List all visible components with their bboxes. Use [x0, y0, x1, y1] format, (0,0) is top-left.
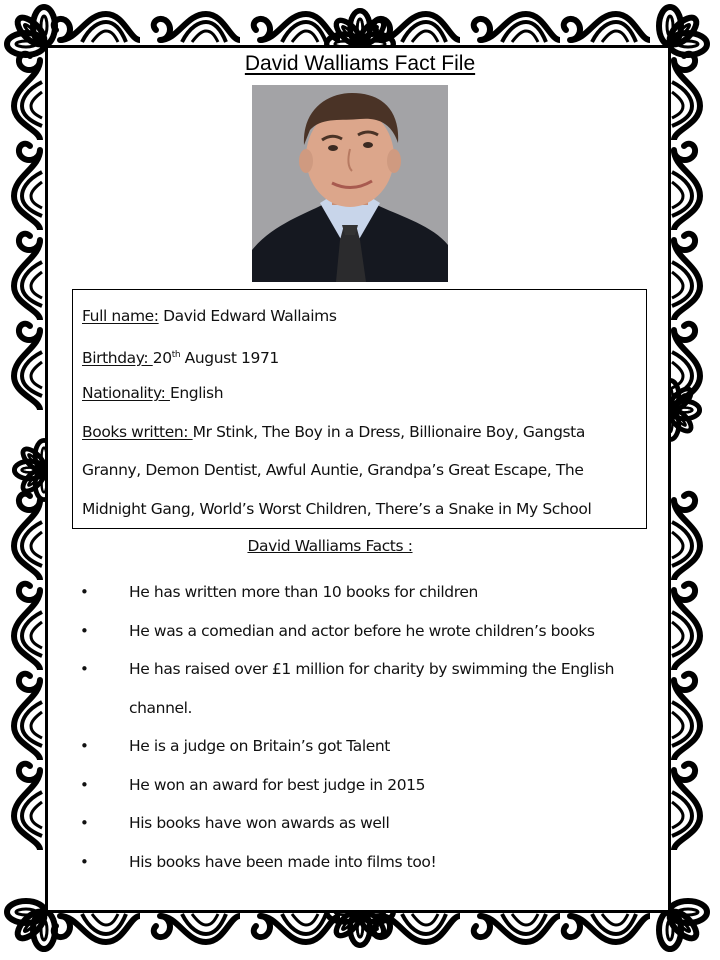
- fact-item: [80, 848, 640, 887]
- fact-text: He was a comedian and actor before he wrote children’s books: [129, 621, 595, 640]
- books-label: Books written:: [82, 422, 193, 441]
- books-row: [82, 420, 638, 459]
- books-line-3: Midnight Gang, World’s Worst Children, There’s a Snake in My School: [82, 499, 592, 518]
- books-line-2: Granny, Demon Dentist, Awful Auntie, Grandpa’s Great Escape, The: [82, 461, 584, 479]
- birthday-rest: August 1971: [180, 348, 279, 367]
- facts-list: [80, 578, 640, 886]
- fact-item: [80, 578, 640, 617]
- bullet-icon: •: [80, 660, 89, 678]
- nationality-value: English: [169, 384, 224, 402]
- info-box: [72, 289, 647, 529]
- facts-heading-text: David Walliams Facts :: [247, 537, 413, 555]
- birthday-row: [82, 343, 638, 382]
- fact-item: [80, 617, 640, 656]
- fact-item: [80, 771, 640, 810]
- full-name-row: [82, 304, 638, 343]
- bullet-icon: •: [80, 621, 89, 640]
- bullet-icon: •: [80, 583, 89, 601]
- birthday-day: 20: [152, 348, 172, 367]
- facts-heading: [0, 537, 660, 555]
- fact-item: [80, 809, 640, 848]
- fact-item: [80, 655, 640, 694]
- nationality-label: Nationality:: [82, 384, 170, 402]
- portrait-photo: [252, 85, 448, 282]
- fact-item: [80, 732, 640, 771]
- fact-text: He has raised over £1 million for charity by swimming the English: [129, 660, 615, 678]
- fact-text: He has written more than 10 books for children: [129, 583, 478, 601]
- birthday-label: Birthday:: [82, 348, 153, 367]
- bullet-icon: •: [80, 737, 89, 755]
- full-name-value: David Edward Wallaims: [158, 307, 337, 325]
- birthday-ordinal: th: [171, 349, 181, 360]
- fact-text: His books have been made into films too!: [129, 852, 437, 871]
- bullet-icon: •: [80, 814, 89, 832]
- books-line-1: Mr Stink, The Boy in a Dress, Billionaire Boy, Gangsta: [192, 422, 585, 441]
- nationality-row: [82, 381, 638, 420]
- fact-text: His books have won awards as well: [129, 814, 390, 832]
- bullet-icon: •: [80, 852, 89, 871]
- portrait-image: [252, 85, 448, 282]
- page-title: David Walliams Fact File: [244, 52, 476, 75]
- fact-text: He won an award for best judge in 2015: [129, 775, 426, 794]
- fact-text: He is a judge on Britain’s got Talent: [129, 737, 390, 755]
- bullet-icon: •: [80, 775, 89, 794]
- fact-continuation: channel.: [129, 698, 193, 717]
- full-name-label: Full name:: [82, 307, 159, 325]
